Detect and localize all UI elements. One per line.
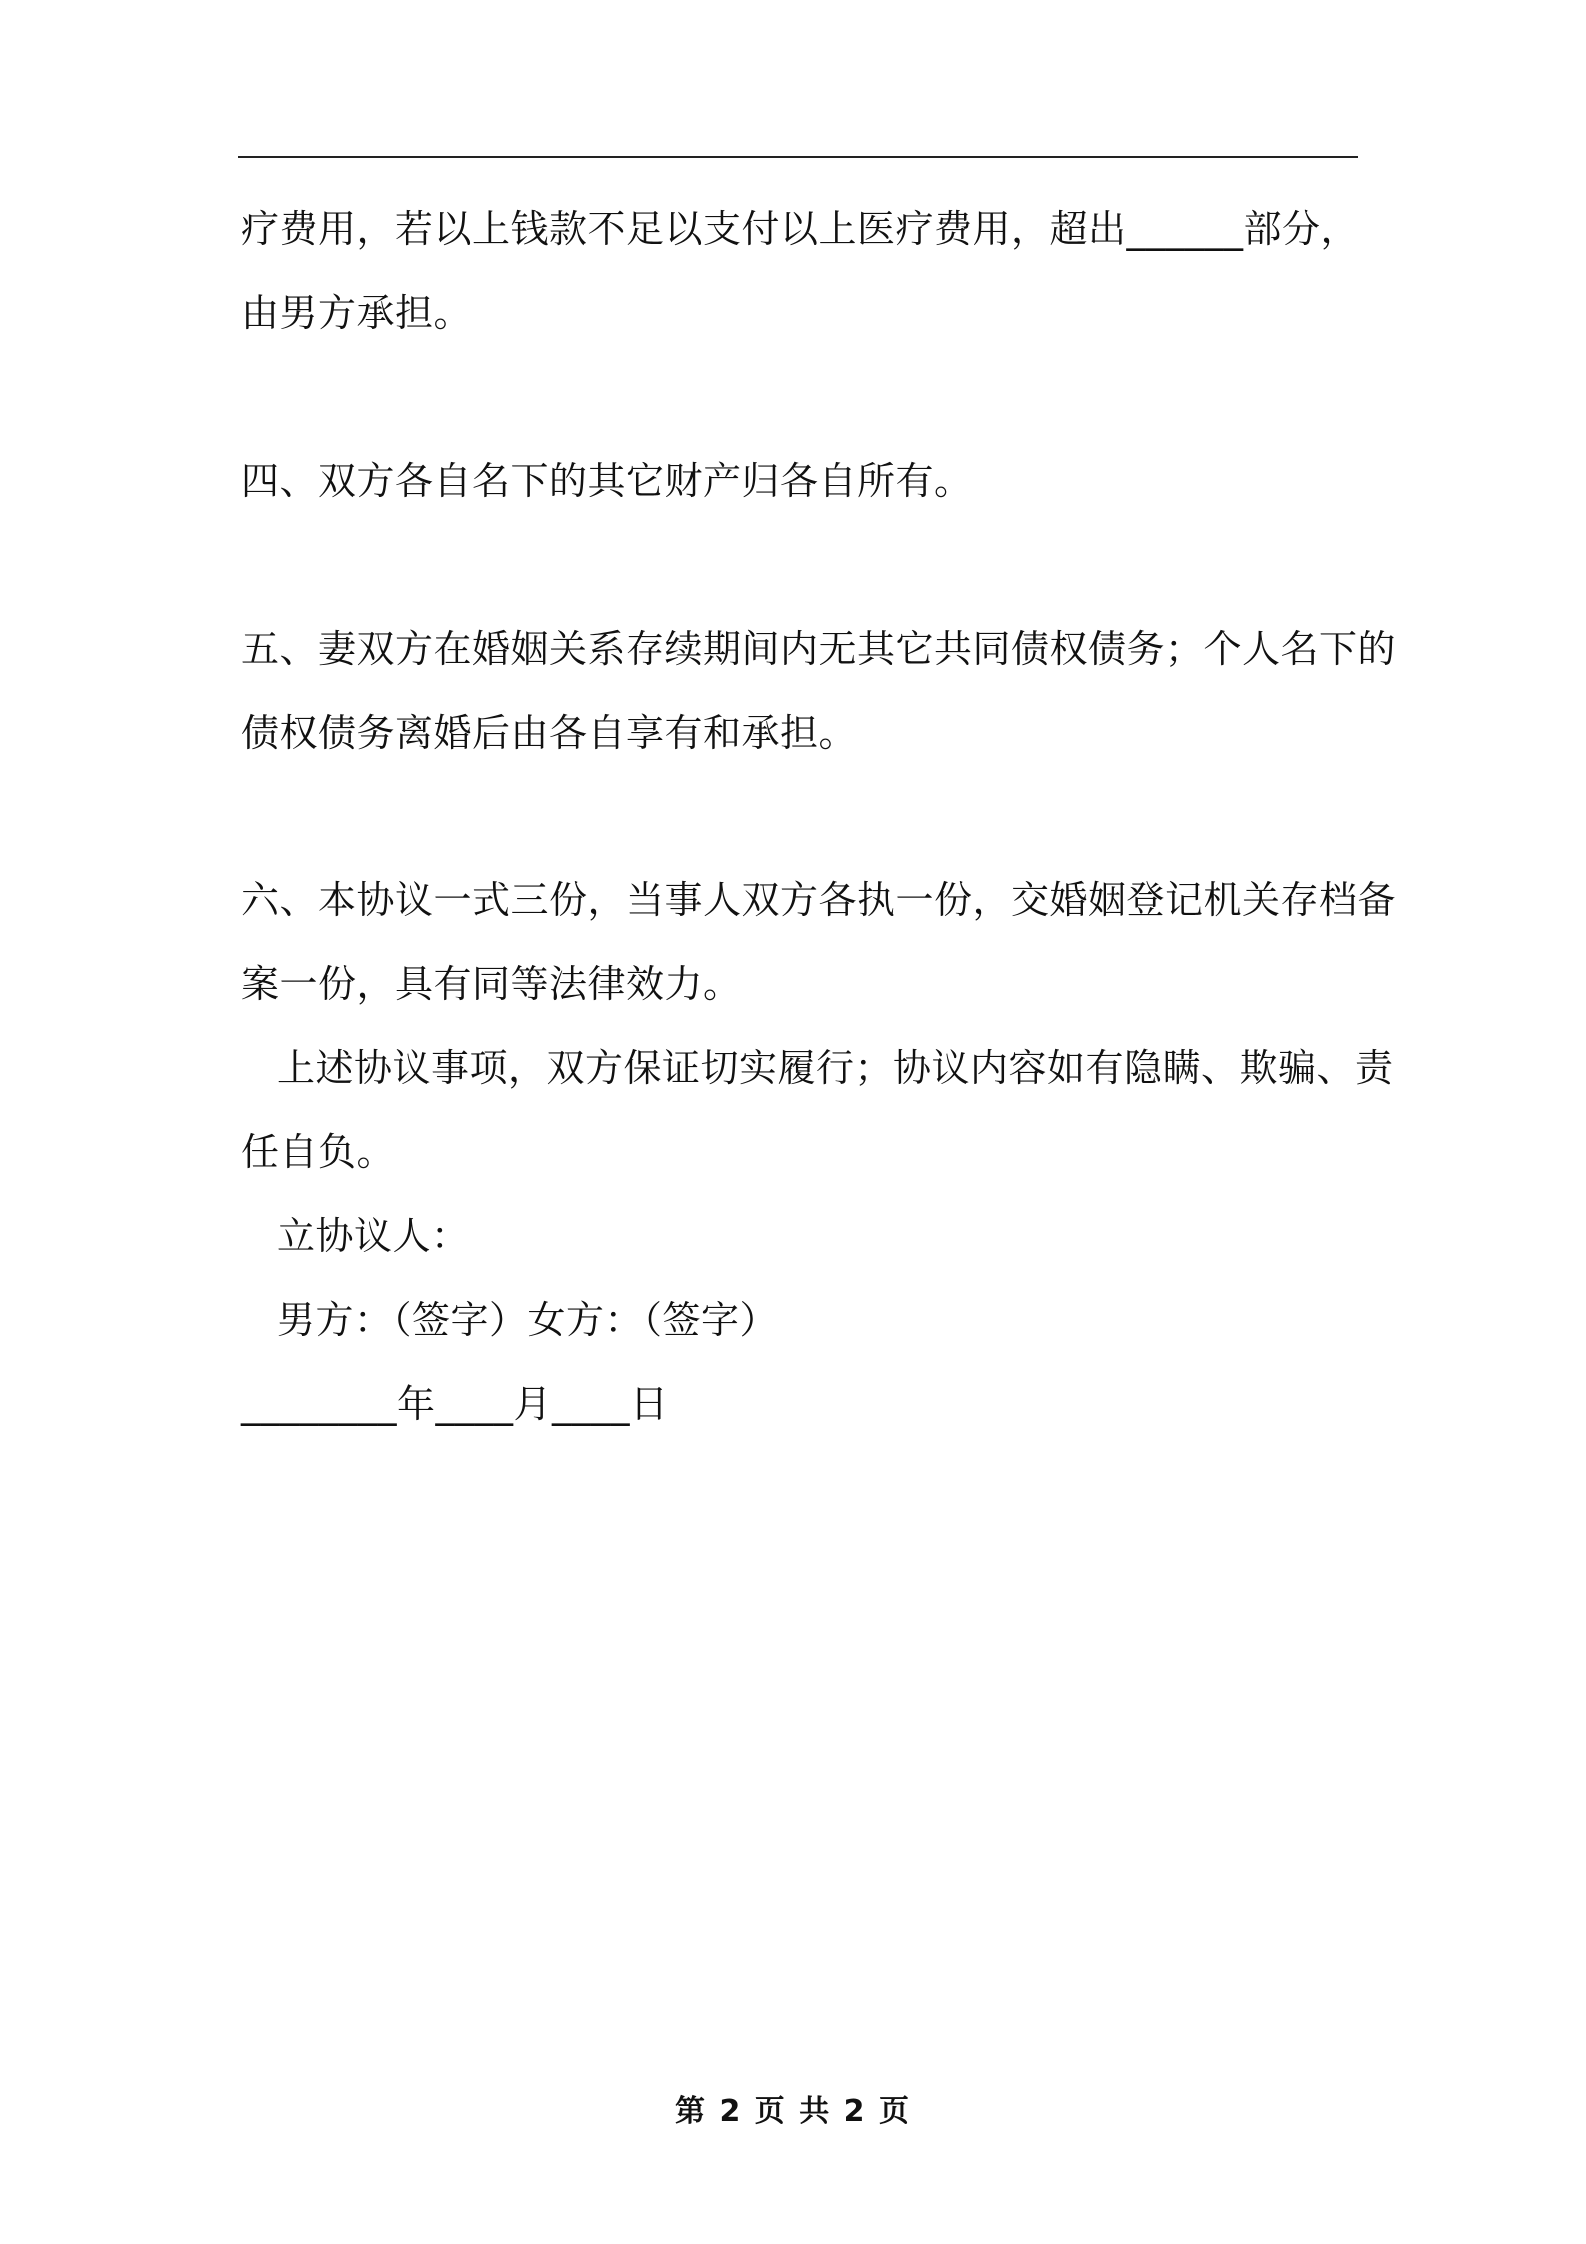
clause-6-line-2: 案一份，具有同等法律效力。 <box>241 962 742 1006</box>
clause-6-line-1: 六、本协议一式三份，当事人双方各执一份，交婚姻登记机关存档备 <box>241 878 1397 922</box>
page-number-footer: 第 2 页 共 2 页 <box>675 2094 911 2129</box>
signature-line: 男方：（签字）女方：（签字） <box>277 1298 779 1342</box>
clause-5-line-2: 债权债务离婚后由各自享有和承担。 <box>241 711 858 755</box>
guarantee-line-2: 任自负。 <box>241 1130 396 1174</box>
signatories-label: 立协议人： <box>277 1214 470 1258</box>
date-line: ________年____月____日 <box>241 1382 669 1426</box>
paragraph-3-line-2: 由男方承担。 <box>241 291 473 335</box>
paragraph-3-line-1: 疗费用，若以上钱款不足以支付以上医疗费用，超出______部分， <box>241 207 1360 251</box>
clause-5-line-1: 五、妻双方在婚姻关系存续期间内无其它共同债权债务；个人名下的 <box>241 627 1397 671</box>
clause-4: 四、双方各自名下的其它财产归各自所有。 <box>241 459 973 503</box>
guarantee-line-1: 上述协议事项，双方保证切实履行；协议内容如有隐瞒、欺骗、责 <box>277 1046 1394 1090</box>
header-rule <box>238 156 1358 158</box>
